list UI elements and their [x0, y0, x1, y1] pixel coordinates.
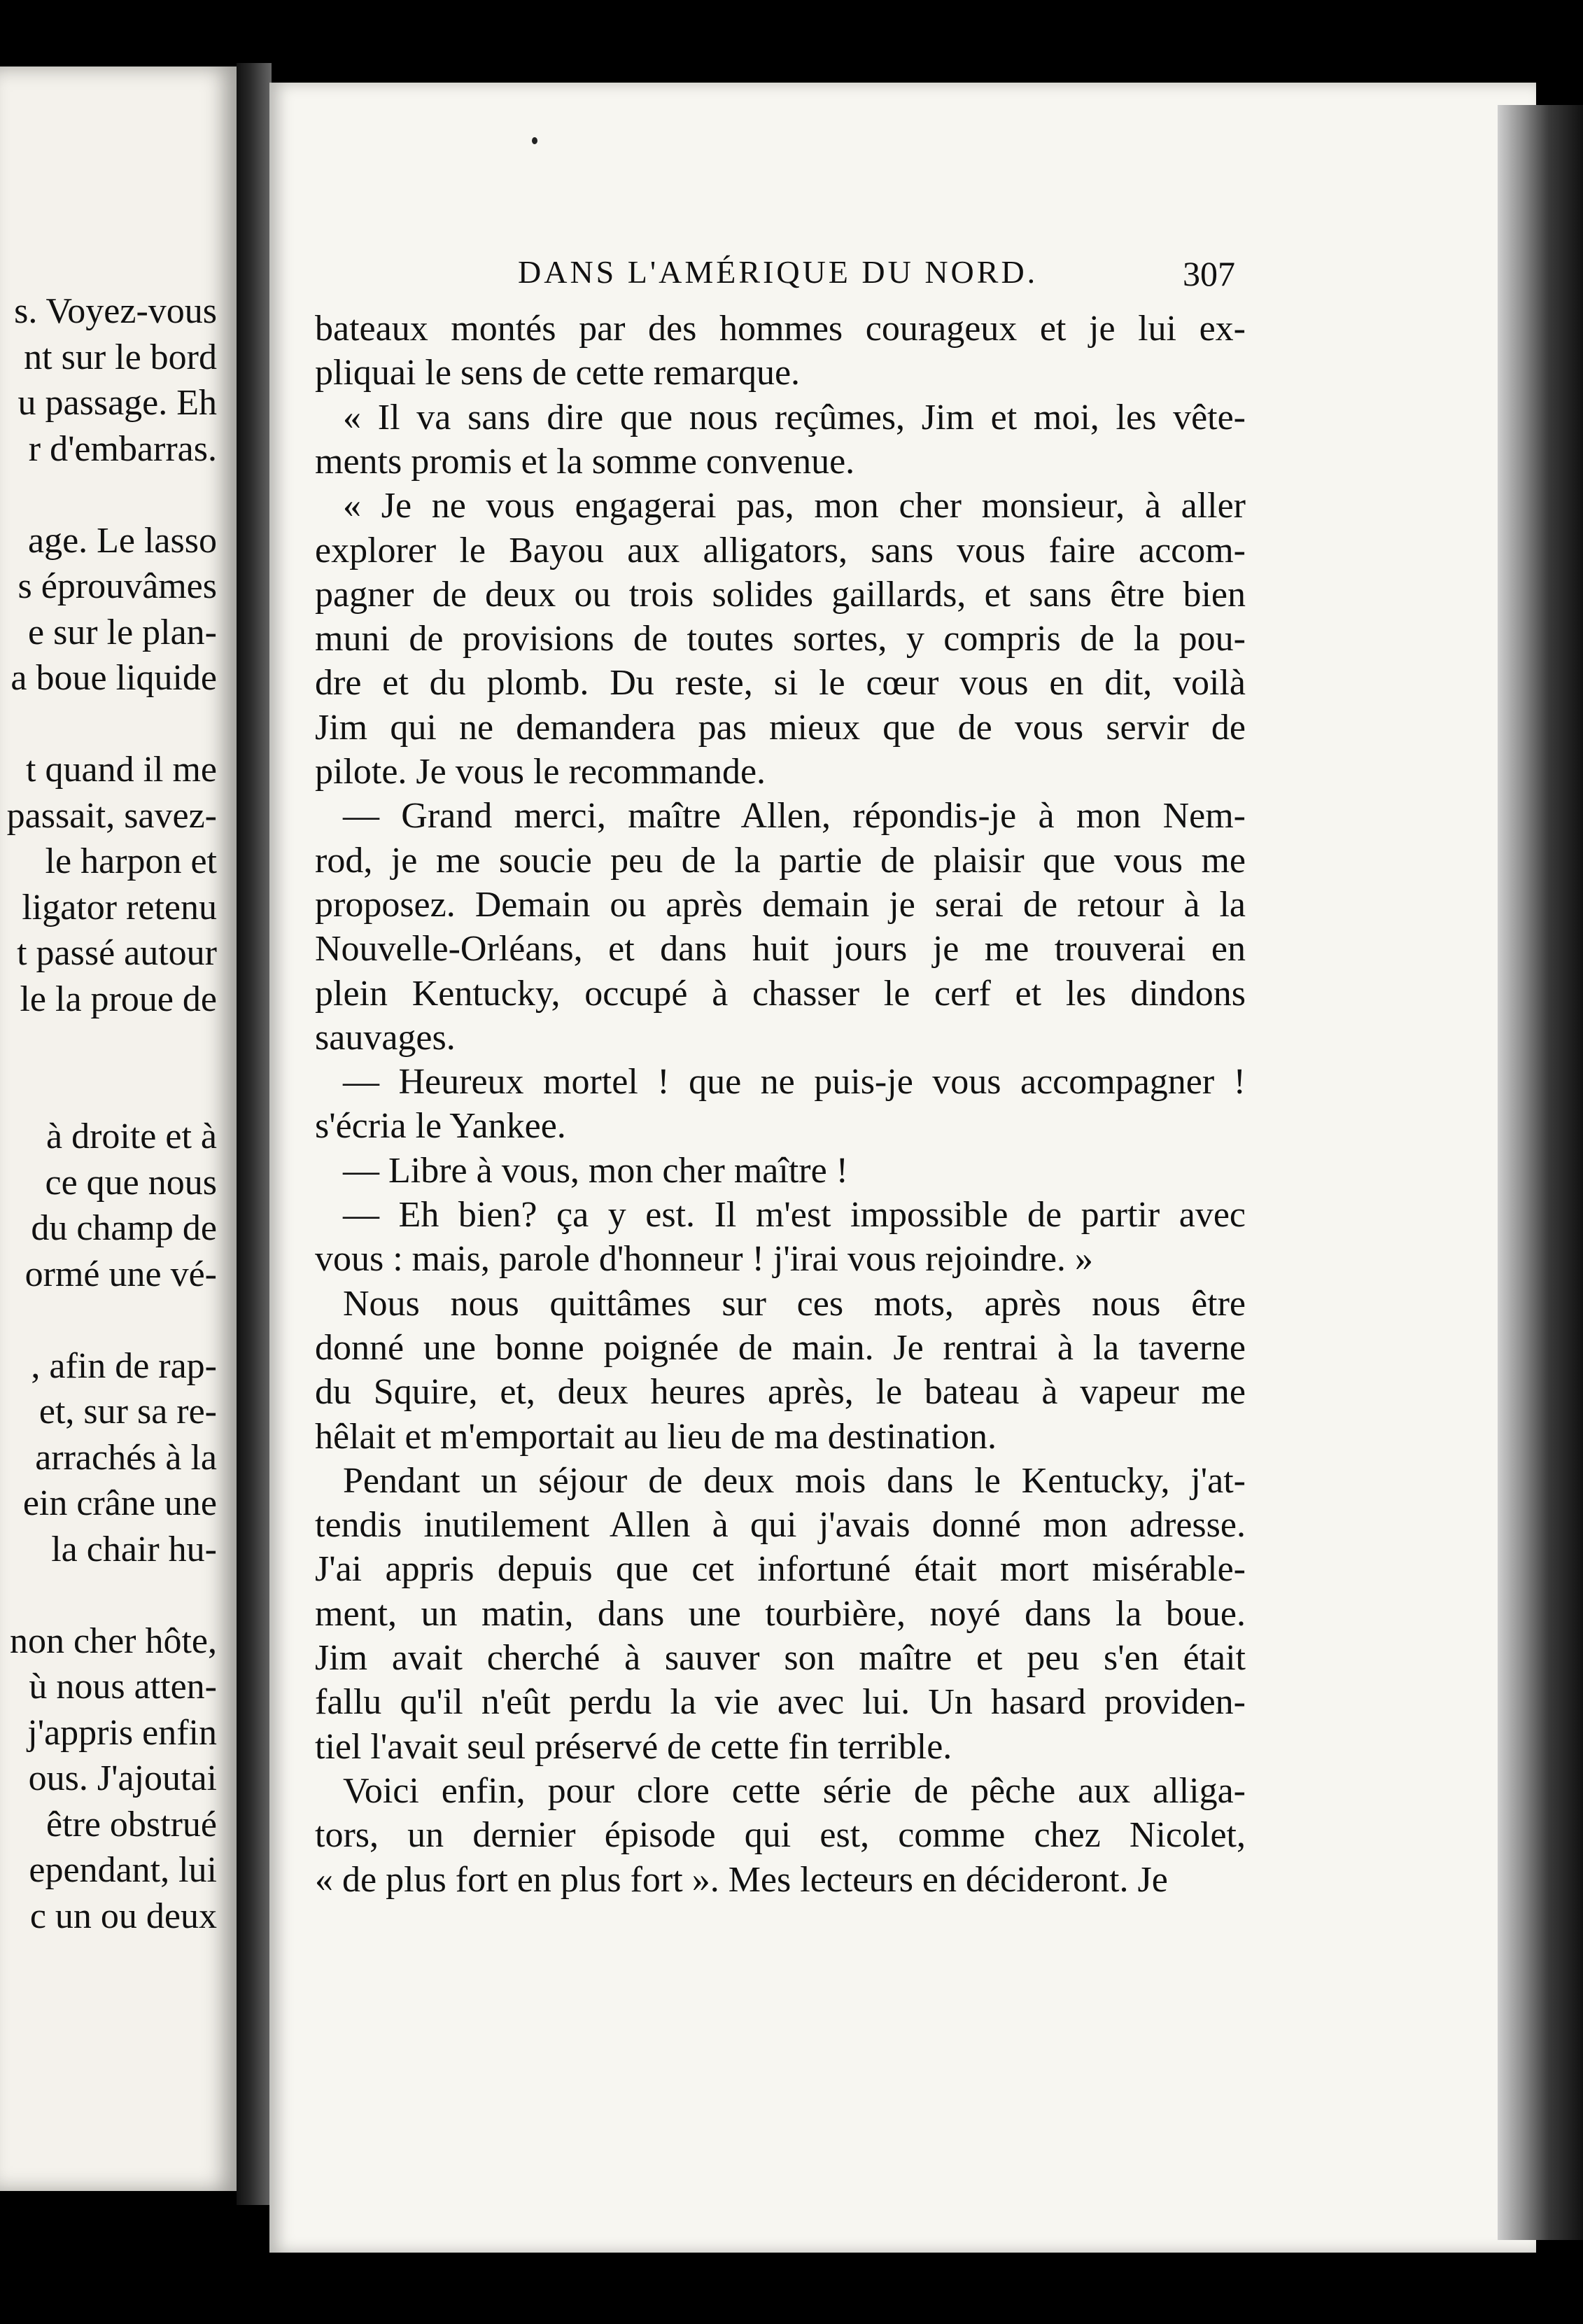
facing-page-line: passait, savez-	[6, 795, 217, 836]
facing-page-line: j'appris enfin	[27, 1712, 217, 1753]
facing-page-line: la chair hu-	[51, 1529, 217, 1569]
facing-page-line: et, sur sa re-	[38, 1392, 217, 1432]
facing-page-line: a boue liquide	[10, 658, 217, 698]
text-line: tendis inutilement Allen à qui j'avais donné mon adresse.	[315, 1505, 1246, 1546]
book-gutter	[237, 63, 272, 2205]
facing-page-line: ce que nous	[45, 1162, 217, 1203]
text-line: — Heureux mortel ! que ne puis-je vous accompagner !	[343, 1062, 1246, 1102]
text-line: tors, un dernier épisode qui est, comme chez Nicolet,	[315, 1815, 1246, 1856]
text-line: rod, je me soucie peu de la partie de plaisir que vous me	[315, 840, 1246, 881]
facing-page-line: c un ou deux	[29, 1896, 217, 1936]
facing-page-line: t passé autour	[17, 933, 217, 973]
text-line: Pendant un séjour de deux mois dans le Kentucky, j'at-	[343, 1460, 1246, 1501]
facing-page-line: ù nous atten-	[29, 1667, 217, 1707]
facing-page-line: ependant, lui	[29, 1850, 217, 1890]
text-line: — Libre à vous, mon cher maître !	[343, 1150, 848, 1191]
facing-page-line: non cher hôte,	[9, 1620, 217, 1661]
text-line: dre et du plomb. Du reste, si le cœur vous en dit, voilà	[315, 663, 1246, 704]
page-number: 307	[1183, 254, 1235, 293]
text-line: Jim avait cherché à sauver son maître et peu s'en était	[315, 1638, 1246, 1678]
text-line: pilote. Je vous le recommande.	[315, 752, 766, 792]
facing-page-line: nt sur le bord	[24, 337, 217, 377]
facing-page-line: r d'embarras.	[28, 428, 217, 469]
facing-page-line: le harpon et	[45, 841, 217, 881]
facing-page-line: ligator retenu	[22, 887, 217, 927]
facing-page-line: à droite et à	[46, 1116, 217, 1156]
text-line: bateaux montés par des hommes courageux et je lui ex-	[315, 309, 1246, 349]
facing-page-line: arrachés à la	[35, 1437, 217, 1478]
text-line: muni de provisions de toutes sortes, y compris de la pou-	[315, 619, 1246, 659]
facing-page-line: u passage. Eh	[17, 383, 217, 423]
facing-page-line: être obstrué	[45, 1804, 217, 1844]
text-line: Jim qui ne demandera pas mieux que de vous servir de	[315, 707, 1246, 748]
text-line: « Je ne vous engagerai pas, mon cher monsieur, à aller	[343, 486, 1246, 526]
facing-page-line: , afin de rap-	[31, 1345, 217, 1386]
text-line: donné une bonne poignée de main. Je rentrai à la taverne	[315, 1327, 1246, 1368]
text-line: « de plus fort en plus fort ». Mes lecteurs en décideront. Je	[315, 1859, 1168, 1900]
text-line: pliquai le sens de cette remarque.	[315, 353, 801, 393]
text-line: fallu qu'il n'eût perdu la vie avec lui. Un hasard providen-	[315, 1682, 1246, 1723]
text-line: Nouvelle-Orléans, et dans huit jours je me trouverai en	[315, 929, 1246, 969]
text-line: pagner de deux ou trois solides gaillards, et sans être bien	[315, 574, 1246, 615]
facing-page-line: du champ de	[31, 1208, 217, 1248]
text-line: ments promis et la somme convenue.	[315, 441, 855, 482]
facing-page-line: ein crâne une	[22, 1483, 217, 1523]
text-line: plein Kentucky, occupé à chasser le cerf et les dindons	[315, 973, 1246, 1014]
facing-page-line: s. Voyez-vous	[14, 291, 217, 331]
text-line: ment, un matin, dans une tourbière, noyé dans la boue.	[315, 1593, 1246, 1634]
facing-page-line: ormé une vé-	[24, 1254, 217, 1294]
running-title: DANS L'AMÉRIQUE DU NORD.	[518, 254, 1039, 290]
facing-page-line: le la proue de	[20, 979, 217, 1019]
page-edge-shadow	[1498, 105, 1583, 2240]
facing-page-line: s éprouvâmes	[17, 566, 217, 606]
ink-speck	[532, 137, 537, 144]
text-line: vous : mais, parole d'honneur ! j'irai vous rejoindre. »	[315, 1239, 1093, 1280]
text-line: explorer le Bayou aux alligators, sans vous faire accom-	[315, 530, 1246, 570]
text-line: tiel l'avait seul préservé de cette fin terrible.	[315, 1726, 952, 1767]
text-line: sauvages.	[315, 1017, 456, 1058]
text-line: Nous nous quittâmes sur ces mots, après nous être	[343, 1283, 1246, 1324]
text-line: du Squire, et, deux heures après, le bateau à vapeur me	[315, 1372, 1246, 1413]
facing-page-line: e sur le plan-	[27, 612, 217, 652]
text-line: « Il va sans dire que nous reçûmes, Jim et moi, les vête-	[343, 397, 1246, 438]
text-line: hêlait et m'emportait au lieu de ma destination.	[315, 1416, 997, 1457]
text-line: s'écria le Yankee.	[315, 1106, 566, 1147]
facing-page-line: t quand il me	[26, 750, 217, 790]
text-line: J'ai appris depuis que cet infortuné était mort misérable-	[315, 1549, 1246, 1590]
facing-page-line: ous. J'ajoutai	[28, 1758, 217, 1798]
text-line: — Eh bien? ça y est. Il m'est impossible de partir avec	[343, 1195, 1246, 1235]
text-line: Voici enfin, pour clore cette série de pêche aux alliga-	[343, 1770, 1246, 1811]
facing-page-line: age. Le lasso	[27, 520, 217, 561]
facing-page-left	[0, 66, 237, 2191]
text-line: — Grand merci, maître Allen, répondis-je à mon Nem-	[343, 796, 1246, 836]
text-line: proposez. Demain ou après demain je serai de retour à la	[315, 884, 1246, 925]
